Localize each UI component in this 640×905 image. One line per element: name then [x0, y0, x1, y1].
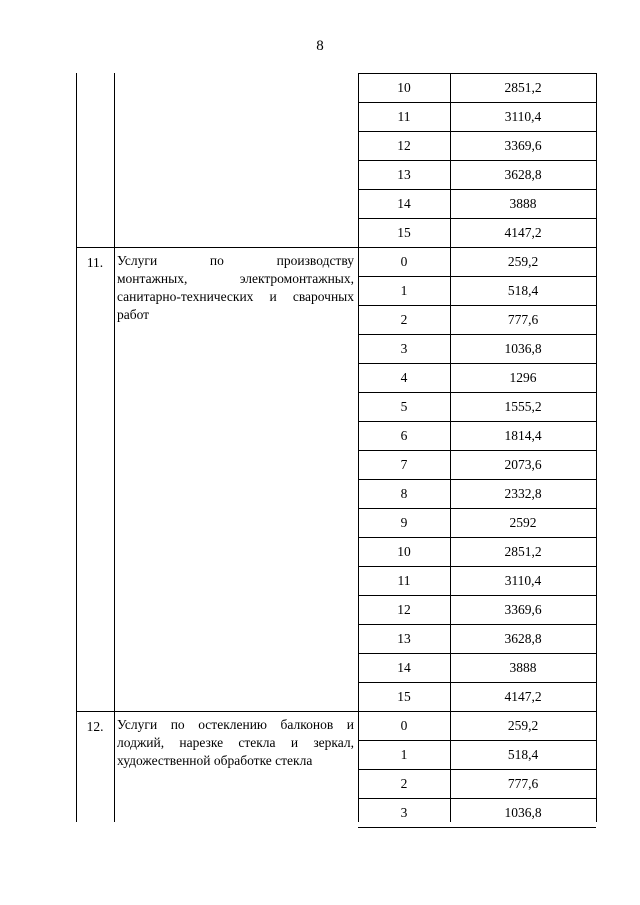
- rate-cell: 3110,4: [504, 573, 542, 588]
- description-line: художественной обработке стекла: [117, 753, 313, 768]
- section-number: 12.: [86, 719, 104, 734]
- grade-cell: 12: [397, 138, 411, 153]
- table-row-divider: [358, 334, 596, 335]
- grade-cell: 2: [400, 776, 408, 791]
- table-row-divider: [358, 595, 596, 596]
- table-row-divider: [358, 508, 596, 509]
- rate-cell: 259,2: [507, 254, 539, 269]
- rate-cell: 3110,4: [504, 109, 542, 124]
- table-right-border: [596, 73, 597, 822]
- table-row-divider: [358, 160, 596, 161]
- grade-cell: 11: [397, 109, 411, 124]
- grade-cell: 0: [400, 718, 408, 733]
- table-row-divider: [358, 479, 596, 480]
- table-row-divider: [358, 392, 596, 393]
- rate-cell: 2592: [509, 515, 537, 530]
- table-col-divider-number: [114, 73, 115, 822]
- grade-cell: 1: [400, 283, 408, 298]
- grade-cell: 3: [400, 805, 408, 820]
- grade-cell: 10: [397, 544, 411, 559]
- table-top-border: [358, 73, 596, 74]
- grade-cell: 10: [397, 80, 411, 95]
- grade-cell: 9: [400, 515, 408, 530]
- rate-cell: 3888: [509, 196, 537, 211]
- rate-cell: 4147,2: [504, 225, 542, 240]
- table-row-divider: [358, 363, 596, 364]
- table-left-border: [76, 73, 77, 822]
- grade-cell: 14: [397, 196, 411, 211]
- table-row-divider: [358, 102, 596, 103]
- table-row-divider: [358, 682, 596, 683]
- section-divider: [76, 247, 596, 248]
- table-row-divider: [358, 131, 596, 132]
- table-row-divider: [358, 827, 596, 828]
- grade-cell: 13: [397, 167, 411, 182]
- rate-cell: 518,4: [507, 747, 539, 762]
- rate-cell: 2332,8: [504, 486, 542, 501]
- table-row-divider: [358, 624, 596, 625]
- table-row-divider: [358, 189, 596, 190]
- grade-cell: 15: [397, 689, 411, 704]
- description-line: санитарно-технических и сварочных: [117, 289, 354, 304]
- grade-cell: 14: [397, 660, 411, 675]
- rate-cell: 777,6: [507, 776, 539, 791]
- rate-cell: 3628,8: [504, 167, 542, 182]
- description-line: Услуги по остеклению балконов и: [117, 717, 354, 732]
- rate-cell: 3628,8: [504, 631, 542, 646]
- grade-cell: 4: [400, 370, 408, 385]
- table-row-divider: [358, 566, 596, 567]
- table-row-divider: [358, 653, 596, 654]
- rate-cell: 2851,2: [504, 80, 542, 95]
- grade-cell: 1: [400, 747, 408, 762]
- table-row-divider: [358, 769, 596, 770]
- grade-cell: 15: [397, 225, 411, 240]
- rate-cell: 777,6: [507, 312, 539, 327]
- table-col-divider-description: [358, 73, 359, 822]
- description-line: Услуги по производству: [117, 253, 354, 268]
- grade-cell: 3: [400, 341, 408, 356]
- rate-cell: 4147,2: [504, 689, 542, 704]
- table-row-divider: [358, 276, 596, 277]
- rate-cell: 1555,2: [504, 399, 542, 414]
- rate-cell: 1036,8: [504, 805, 542, 820]
- rate-cell: 2073,6: [504, 457, 542, 472]
- section-divider: [76, 711, 596, 712]
- rate-cell: 1036,8: [504, 341, 542, 356]
- rate-cell: 1296: [509, 370, 537, 385]
- section-description: [117, 252, 354, 324]
- grade-cell: 12: [397, 602, 411, 617]
- rate-cell: 1814,4: [504, 428, 542, 443]
- rate-cell: 518,4: [507, 283, 539, 298]
- grade-cell: 7: [400, 457, 408, 472]
- table-row-divider: [358, 218, 596, 219]
- rate-cell: 2851,2: [504, 544, 542, 559]
- section-description: [117, 716, 354, 770]
- grade-cell: 5: [400, 399, 408, 414]
- grade-cell: 6: [400, 428, 408, 443]
- page-number: 8: [316, 38, 324, 54]
- table-row-divider: [358, 305, 596, 306]
- rate-cell: 3369,6: [504, 138, 542, 153]
- rate-cell: 259,2: [507, 718, 539, 733]
- rate-cell: 3369,6: [504, 602, 542, 617]
- table-row-divider: [358, 450, 596, 451]
- section-number: 11.: [86, 255, 104, 270]
- grade-cell: 0: [400, 254, 408, 269]
- description-line: работ: [117, 307, 150, 322]
- table-row-divider: [358, 421, 596, 422]
- grade-cell: 8: [400, 486, 408, 501]
- table-row-divider: [358, 537, 596, 538]
- grade-cell: 11: [397, 573, 411, 588]
- description-line: монтажных, электромонтажных,: [117, 271, 354, 286]
- grade-cell: 13: [397, 631, 411, 646]
- table-col-divider-grade: [450, 73, 451, 822]
- description-line: лоджий, нарезке стекла и зеркал,: [117, 735, 354, 750]
- table-row-divider: [358, 740, 596, 741]
- grade-cell: 2: [400, 312, 408, 327]
- table-row-divider: [358, 798, 596, 799]
- rate-cell: 3888: [509, 660, 537, 675]
